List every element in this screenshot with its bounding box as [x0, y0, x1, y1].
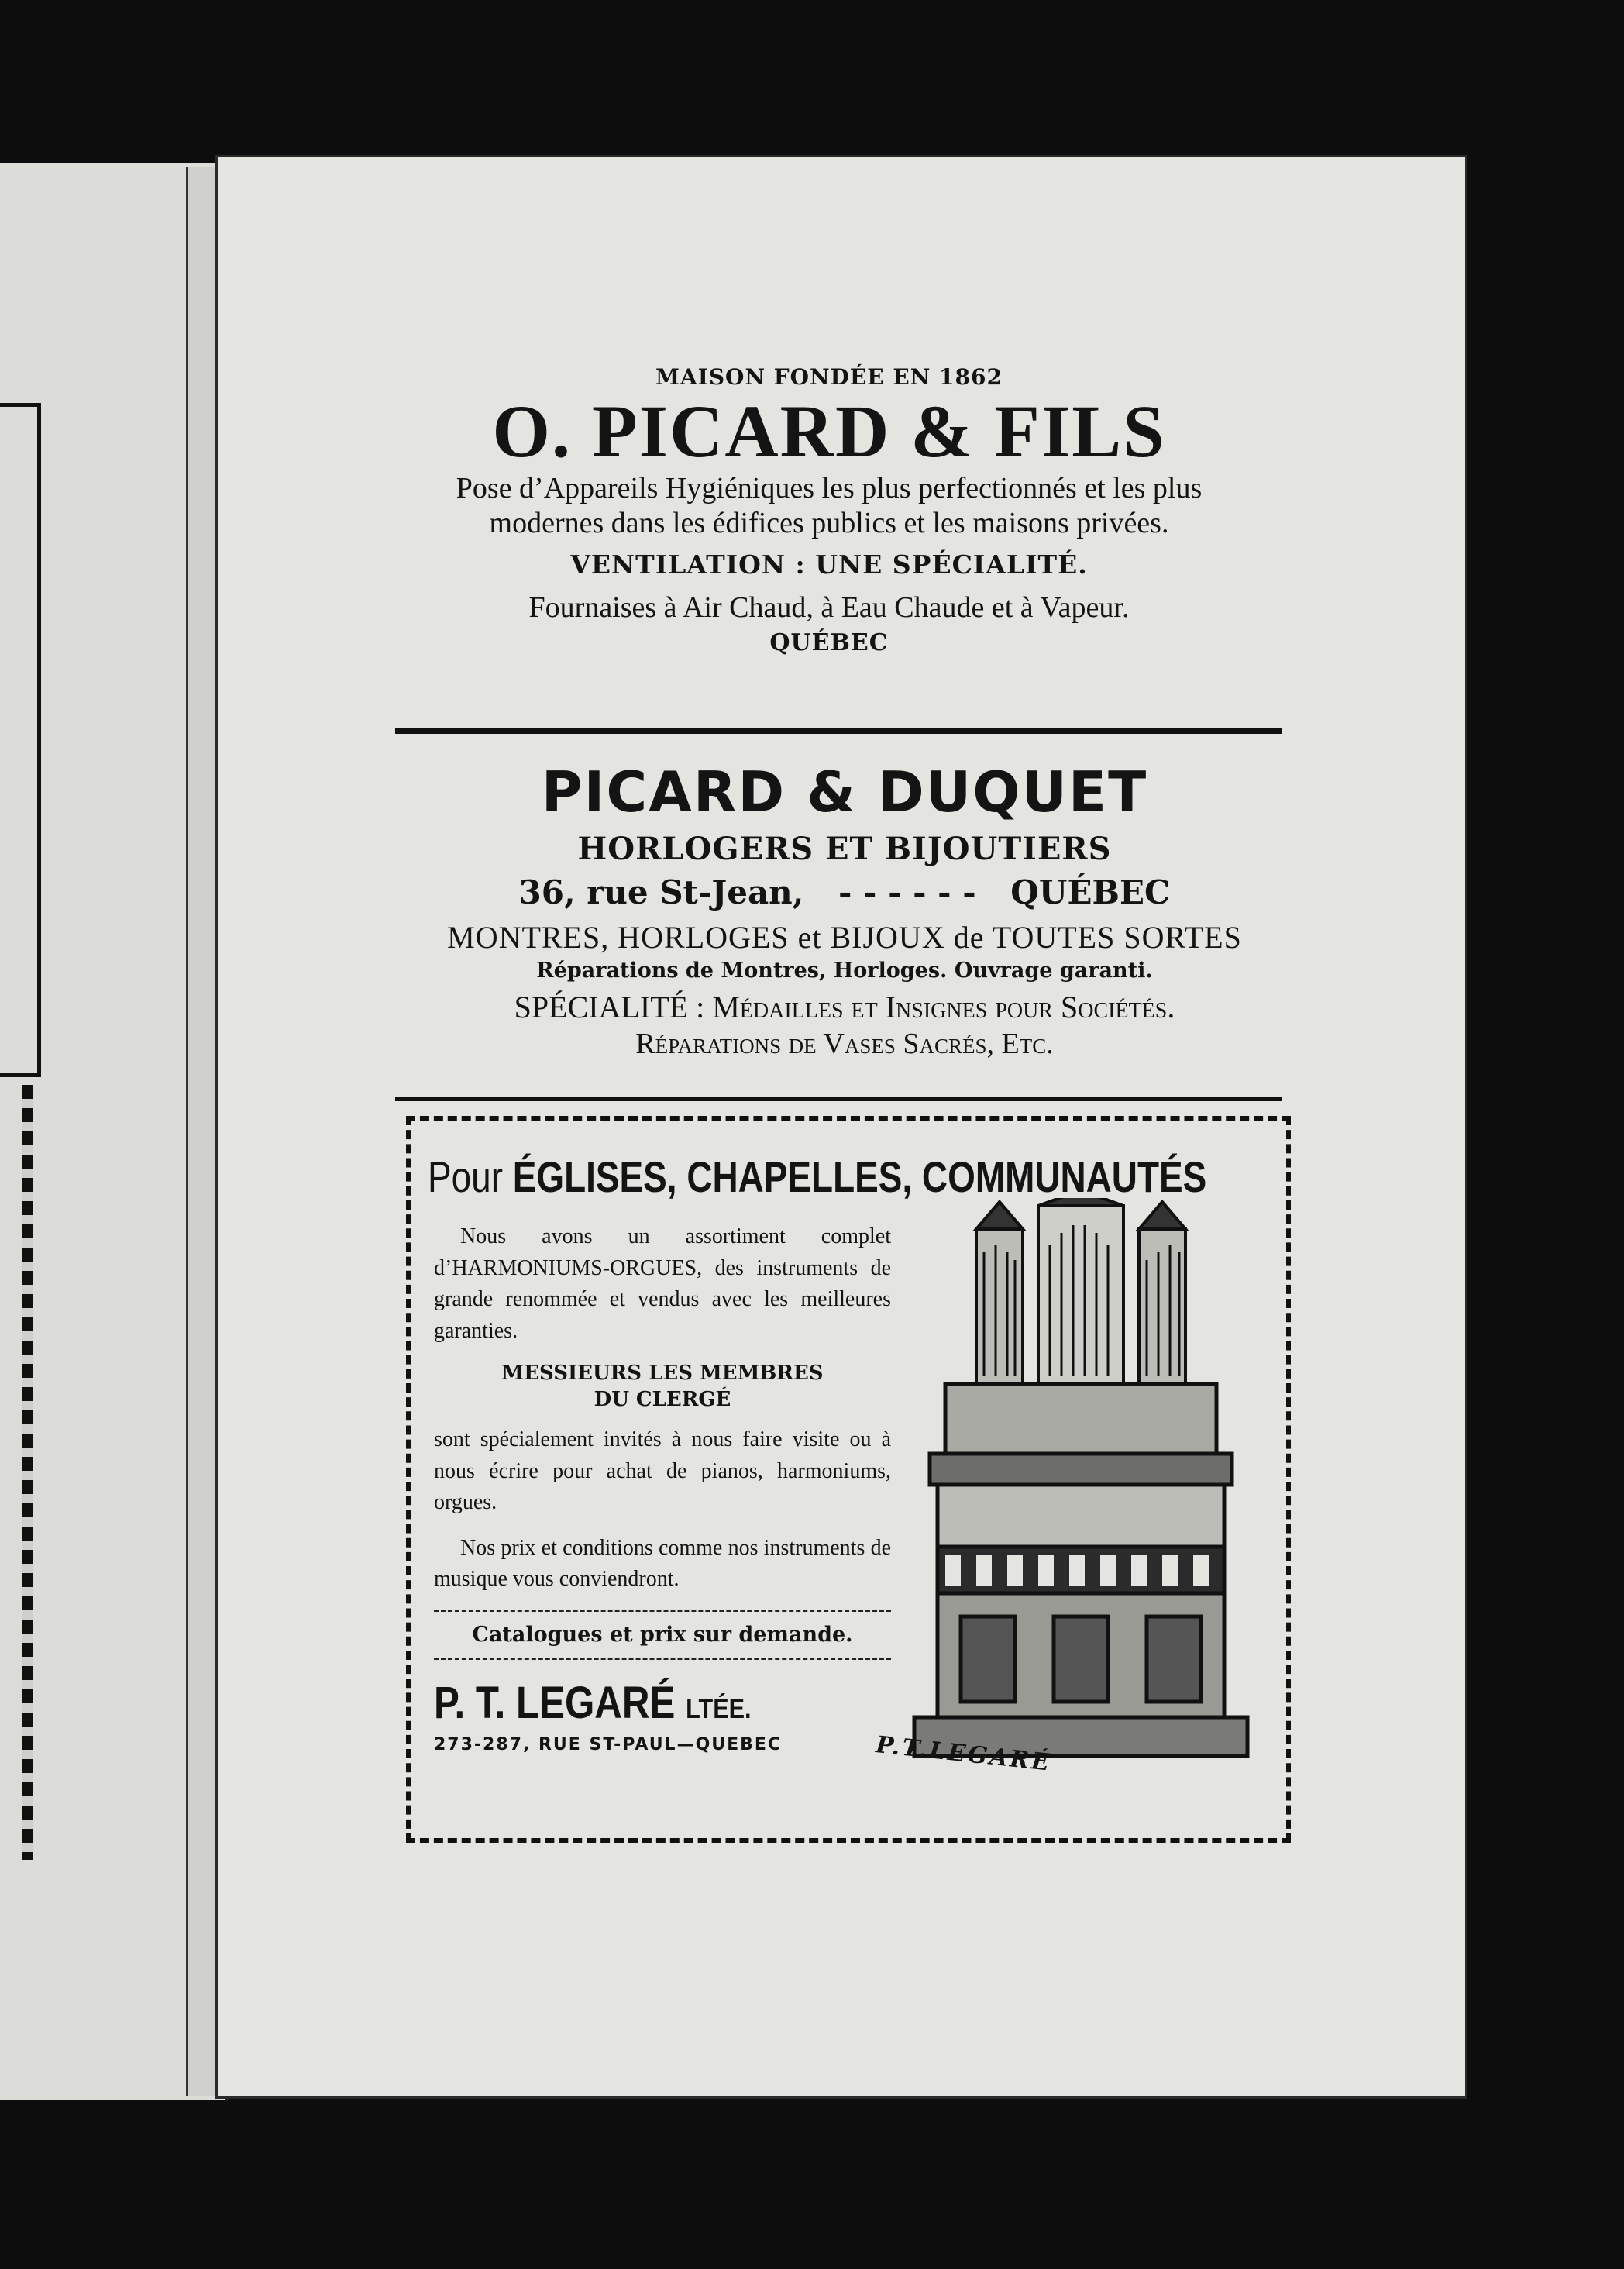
ad3-text-column	[434, 1221, 891, 1758]
ad3-catalog-note: Catalogues et prix sur demande.	[434, 1610, 891, 1660]
ad2-line-4: Réparations de Vases Sacrés, Etc.	[635, 1028, 1054, 1060]
ad2-specialty-label: SPÉCIALITÉ :	[514, 990, 705, 1024]
ad3-engraving-signature: P.T.LEGARÉ	[874, 1731, 1053, 1777]
ad3-address: 273-287, RUE ST-PAUL—QUEBEC	[434, 1735, 783, 1755]
ad-picard-duquet	[380, 759, 1309, 1061]
ad3-title-rest: ÉGLISES, CHAPELLES, COMMUNAUTÉS	[512, 1152, 1207, 1201]
ad1-specialty: VENTILATION : UNE SPÉCIALITÉ.	[570, 549, 1088, 580]
ad2-city: QUÉBEC	[1010, 873, 1171, 911]
ad2-dashes: - - - - - -	[838, 873, 976, 911]
ad1-title: O. PICARD & FILS	[492, 390, 1166, 473]
ad3-paragraph-3: Nos prix et conditions comme nos instruments de musique vous conviendront.	[434, 1535, 891, 1592]
ad2-line-2: Réparations de Montres, Horloges. Ouvrage garanti.	[536, 959, 1153, 983]
facing-page-frame	[0, 403, 41, 1077]
ad3-title-pour: Pour	[428, 1152, 504, 1201]
ad3-clergy-line-2: DU CLERGÉ	[594, 1388, 731, 1412]
ad3-title	[428, 1152, 1206, 1202]
ad2-line-1: MONTRES, HORLOGES et BIJOUX de TOUTES SORTES	[447, 920, 1242, 955]
ad1-city: QUÉBEC	[769, 628, 889, 656]
ad2-title: PICARD & DUQUET	[541, 759, 1148, 825]
ad3-company-name: P. T. LEGARÉ	[434, 1678, 676, 1729]
ad2-specialty-text: Médailles et Insignes pour Sociétés.	[712, 990, 1175, 1024]
harmonium-organ-engraving	[891, 1198, 1271, 1802]
ad3-paragraph-2: sont spécialement invités à nous faire visite ou à nous écrire pour achat de pianos, harmoniums, orgues.	[434, 1427, 891, 1515]
ad2-address: 36, rue St-Jean,	[518, 873, 804, 911]
ad1-kicker: MAISON FONDÉE EN 1862	[655, 364, 1003, 390]
ad3-company	[434, 1671, 823, 1736]
ad-picard-fils	[349, 364, 1309, 656]
ad2-trade: HORLOGERS ET BIJOUTIERS	[577, 831, 1112, 867]
ad3-company-suffix: LTÉE.	[686, 1692, 752, 1725]
ad1-line-1: Pose d’Appareils Hygiéniques les plus perfectionnés et les plus	[456, 471, 1203, 504]
ad-legare-box	[406, 1116, 1291, 1843]
ad3-clergy-heading	[434, 1361, 891, 1413]
ad1-line-2: modernes dans les édifices publics et les maisons privées.	[489, 507, 1169, 540]
divider-rule-1	[395, 728, 1282, 734]
facing-page-border-ornament	[22, 1085, 33, 1860]
ad2-address-row	[380, 873, 1309, 911]
ad2-line-3	[380, 989, 1309, 1025]
ad1-line-3: Fournaises à Air Chaud, à Eau Chaude et à Vapeur.	[528, 590, 1130, 624]
ad3-paragraph-1: Nous avons un assortiment complet d’HARMONIUMS-ORGUES, des instruments de grande renommée et vendus avec les meilleures garanties.	[434, 1224, 891, 1343]
divider-rule-2	[395, 1097, 1282, 1101]
ad3-clergy-line-1: MESSIEURS LES MEMBRES	[501, 1362, 824, 1386]
